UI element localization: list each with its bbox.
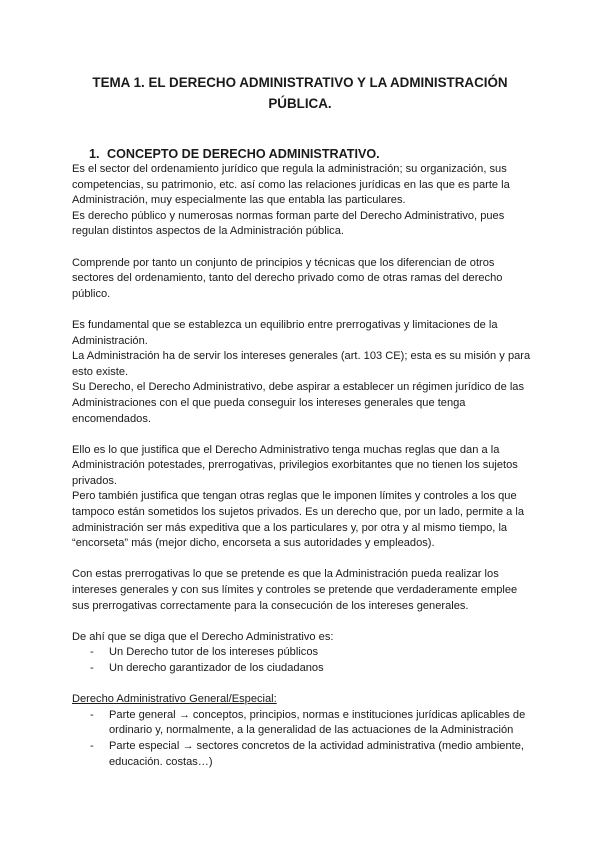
dash-bullet: -: [90, 646, 94, 659]
paragraph: De ahí que se diga que el Derecho Administrativo es:: [72, 630, 334, 643]
paragraph: Su Derecho, el Derecho Administrativo, debe aspirar a establecer un régimen jurídico de las Administraciones con el que pueda conseguir los intereses generales que tenga encomendados.: [72, 381, 524, 425]
parts-list: [72, 708, 536, 770]
list-item-text: Un Derecho tutor de los intereses públicos: [109, 646, 319, 659]
paragraph: Es fundamental que se establezca un equilibrio entre prerrogativas y limitaciones de la Administración.: [72, 318, 498, 347]
section-heading-text: CONCEPTO DE DERECHO ADMINISTRATIVO.: [107, 147, 380, 161]
paragraph: Con estas prerrogativas lo que se pretende es que la Administración pueda realizar los intereses generales y con sus límites y controles se pretende que verdaderamente emplee sus prerrogativas correctamente para la consecución de los intereses generales.: [72, 568, 518, 612]
list-item: [90, 708, 536, 739]
list-item: [90, 661, 536, 677]
list-item-text: Parte especial → sectores concretos de la actividad administrativa (medio ambiente, educación. costas…): [109, 739, 524, 768]
paragraph: La Administración ha de servir los intereses generales (art. 103 CE); esta es su misión y para esto existe.: [72, 350, 531, 378]
section-heading: [89, 146, 380, 162]
dash-bullet: -: [90, 739, 94, 752]
list-item: [90, 645, 536, 661]
dash-bullet: -: [90, 708, 94, 721]
paragraph: Es derecho público y numerosas normas forman parte del Derecho Administrativo, pues regulan distintos aspectos de la Administración pública.: [72, 209, 505, 238]
document-title: TEMA 1. EL DERECHO ADMINISTRATIVO Y LA ADMINISTRACIÓN PÚBLICA.: [92, 75, 508, 111]
dash-bullet: -: [90, 662, 94, 674]
list-item-text: Parte general → conceptos, principios, normas e instituciones jurídicas aplicables de ordinario y, normalmente, a la generalidad de las actuaciones de la Administración: [109, 708, 526, 737]
subheading-general-especial: Derecho Administrativo General/Especial:: [72, 693, 277, 706]
tutor-list: [72, 645, 536, 676]
paragraph: Comprende por tanto un conjunto de principios y técnicas que los diferencian de otros sectores del ordenamiento, tanto del derecho privado como de otras ramas del derecho público.: [72, 256, 503, 300]
list-item-text: Un derecho garantizador de los ciudadanos: [109, 662, 324, 674]
paragraph: Pero también justifica que tengan otras reglas que le imponen límites y controles a los que tampoco están sometidos los sujetos privados. Es un derecho que, por un lado, permite a la administración ser más expeditiva que a los particulares y, por otra y al mismo tiempo, la “encorseta” más (mejor dicho, encorseta a sus autoridades y empleados).: [72, 490, 525, 550]
document-body: [72, 162, 536, 770]
paragraph: Es el sector del ordenamiento jurídico que regula la administración; su organización, sus competencias, su patrimonio, etc. así como las relaciones jurídicas en las que es parte la Administración, muy especialmente las que entabla las particulares.: [72, 163, 510, 207]
paragraph: Ello es lo que justifica que el Derecho Administrativo tenga muchas reglas que dan a la Administración potestades, prerrogativas, privilegios exorbitantes que no tienen los sujetos privados.: [72, 443, 518, 487]
section-number: 1.: [89, 147, 100, 161]
list-item: [90, 739, 536, 770]
